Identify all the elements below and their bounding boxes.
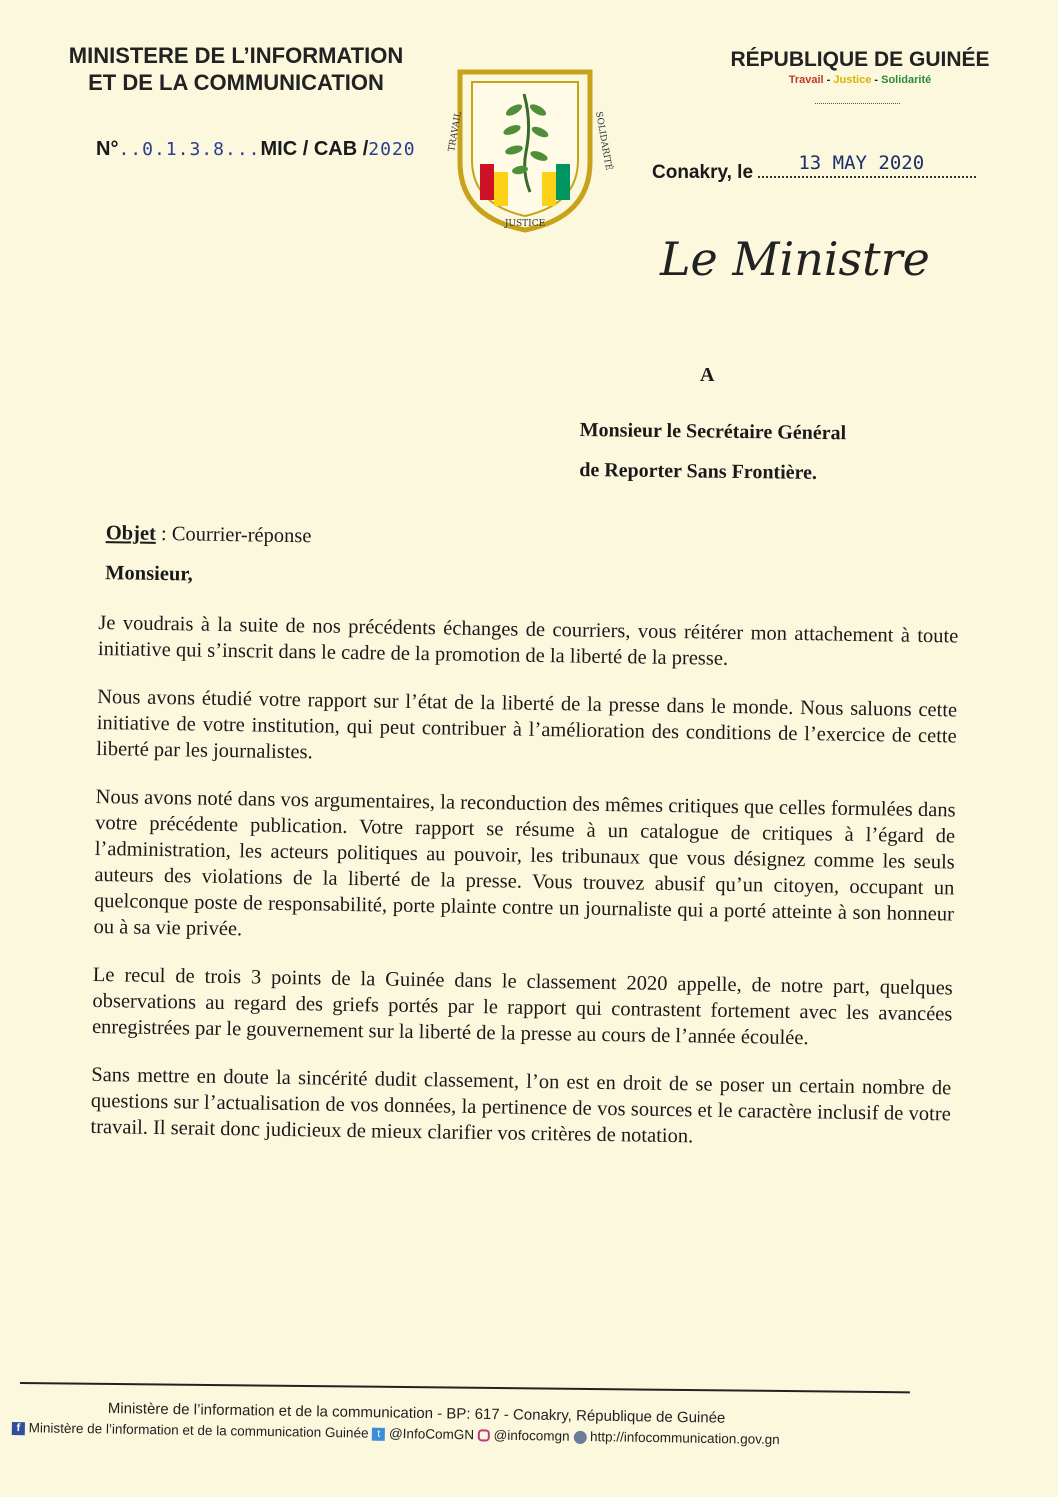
city-date-label: Conakry, le (652, 162, 754, 183)
letter-body (90, 520, 960, 1175)
recipient-block (579, 410, 846, 493)
republic-title: RÉPUBLIQUE DE GUINÉE (730, 48, 990, 71)
paragraph-1: Je voudrais à la suite de nos précédents échanges de courriers, vous réitérer mon attachement à toute initiative qui s’inscrit dans le cadre de la promotion de la liberté de la presse. (97, 611, 959, 670)
paragraph-4: Le recul de trois 3 points de la Guinée dans le classement 2020 appelle, de notre part, quelques observations au regard des griefs portés par le rapport qui contrastent fortement avec les avancées enregistrées par le gouvernement sur la liberté de la presse au cours de l’année écoulée. (91, 963, 953, 1050)
website-icon (573, 1431, 586, 1444)
recipient-line-1: Monsieur le Secrétaire Général (579, 418, 847, 445)
footer-twitter: @InfoComGN (388, 1425, 475, 1443)
date-stamp: 13 MAY 2020 (798, 152, 925, 174)
paragraph-2: Nous avons étudié votre rapport sur l’état de la liberté de la presse dans le monde. Nous saluons cette initiative de votre institution, qui peut contribuer à l’amélioration des conditions de l’exercice de cette liberté par les journalistes. (96, 685, 958, 764)
salutation: Monsieur, (104, 562, 193, 586)
place-and-date (652, 152, 976, 184)
reference-prefix: N° (96, 138, 119, 160)
footer-divider (20, 1382, 910, 1393)
instagram-icon (478, 1430, 490, 1442)
recipient-prefix: A (700, 364, 715, 386)
paragraph-3: Nous avons noté dans vos argumentaires, la reconduction des mêmes critiques que celles formulées dans votre précédente publication. Votre rapport se résume à un catalogue de critiques à l’égard de l’administration, les acteurs politiques au pouvoir, les tribunaux que vous désignez comme les seuls auteurs des violations de la liberté de la presse. Vous trouvez abusif qu’un citoyen, occupant un quelconque poste de responsabilité, porte plainte contre un journaliste qui a porté atteinte à son honneur ou à sa vie privée. (93, 785, 956, 941)
footer-instagram: @infocomgn (493, 1427, 570, 1444)
motto-travail: Travail (788, 74, 824, 86)
guinea-coat-of-arms-seal (440, 52, 614, 237)
seal-solidarite-text: SOLIDARITÉ (593, 110, 614, 172)
reference-year-handwritten: 2020 (368, 139, 416, 160)
seal-justice-text: JUSTICE (504, 219, 546, 229)
date-dotted-line (758, 152, 976, 178)
letter-object (106, 520, 960, 559)
twitter-icon: t (372, 1428, 385, 1441)
facebook-icon: f (12, 1422, 25, 1435)
object-label: Objet (105, 522, 157, 545)
footer-address: Ministère de l’information et de la communication - BP: 617 - Conakry, République de Guinée (107, 1400, 726, 1427)
reference-number-handwritten: ..0.1.3.8... (118, 139, 261, 160)
ministry-header (46, 42, 426, 96)
footer-facebook: Ministère de l’information et de la communication Guinée (28, 1420, 369, 1441)
object-text: : Courrier-réponse (155, 522, 312, 548)
ministry-line-2: ET DE LA COMMUNICATION (88, 70, 384, 95)
motto-justice: Justice (833, 74, 872, 86)
paragraph-5: Sans mettre en doute la sincérité dudit classement, l’on est en droit de se poser un certain nombre de questions sur l’actualisation de vos données, la pertinence de vos sources et le caractère inclusif de votre travail. Il serait donc judicieux de mieux clarifier vos critères de notation. (90, 1063, 952, 1148)
seal-travail-text: TRAVAIL (447, 110, 465, 153)
motto-solidarite: Solidarité (881, 74, 932, 86)
reference-suffix: MIC / CAB / (260, 138, 369, 160)
recipient-line-2: de Reporter Sans Frontière. (579, 458, 818, 484)
reference-number (96, 138, 416, 161)
minister-title: Le Ministre (660, 232, 930, 286)
motto-divider (815, 103, 900, 104)
ministry-line-1: MINISTERE DE L’INFORMATION (68, 43, 404, 68)
national-motto: Travail - Justice - Solidarité (788, 74, 932, 86)
footer-website: http://infocommunication.gov.gn (589, 1429, 780, 1448)
